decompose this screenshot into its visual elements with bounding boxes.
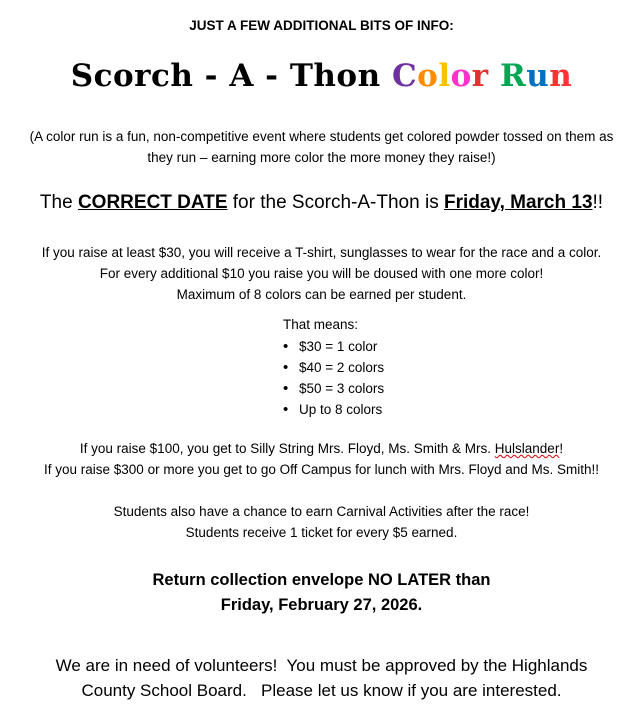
prize-line-300: If you raise $300 or more you get to go Off Campus for lunch with Mrs. Floyd and Ms. Smith!! xyxy=(44,462,599,477)
event-title xyxy=(0,58,643,94)
list-item: • $40 = 2 colors xyxy=(299,357,433,378)
date-emphasis-label: CORRECT DATE xyxy=(77,192,228,213)
date-pre: The xyxy=(39,192,78,213)
color-run-letter: R xyxy=(499,58,527,94)
deadline-notice xyxy=(0,568,643,618)
volunteers-notice xyxy=(0,653,643,703)
prizes-paragraph xyxy=(0,438,643,480)
title-main: Scorch - A - Thon xyxy=(70,58,392,94)
prize-text: If you raise $100, you get to Silly String Mrs. Floyd, Ms. Smith & Mrs. xyxy=(79,441,495,456)
color-tier-list xyxy=(283,336,433,420)
that-means-list xyxy=(283,317,433,420)
volunteers-line: We are in need of volunteers! You must be approved by the Highlands xyxy=(55,656,588,675)
color-run-letter: C xyxy=(391,58,418,94)
list-item: • $50 = 3 colors xyxy=(299,378,433,399)
list-item: • $30 = 1 color xyxy=(299,336,433,357)
deadline-line: Return collection envelope NO LATER than xyxy=(152,571,491,589)
color-run-letter: o xyxy=(450,58,472,94)
header-heading: JUST A FEW ADDITIONAL BITS OF INFO: xyxy=(189,18,454,33)
color-run-letter: u xyxy=(526,58,550,94)
carnival-paragraph xyxy=(0,501,643,543)
date-mid: for the Scorch-A-Thon is xyxy=(227,192,444,213)
list-item: • Up to 8 colors xyxy=(299,399,433,420)
color-run-letter: l xyxy=(438,58,451,94)
carnival-line: Students also have a chance to earn Carnival Activities after the race! xyxy=(113,504,530,519)
prize-text-end: ! xyxy=(559,441,564,456)
intro-paragraph: (A color run is a fun, non-competitive event where students get colored powder tossed on them as they run – earning more color the more money they raise!) xyxy=(29,129,614,165)
color-run-letter: o xyxy=(417,58,439,94)
event-date: Friday, March 13 xyxy=(443,192,593,213)
deadline-date: Friday, February 27, 2026. xyxy=(220,596,423,614)
prize-line-100 xyxy=(0,438,643,459)
that-means-label: That means: xyxy=(283,317,359,332)
color-run-letter xyxy=(489,58,500,94)
color-run-letter: n xyxy=(549,58,573,94)
title-color-run xyxy=(392,58,572,94)
carnival-line: Students receive 1 ticket for every $5 earned. xyxy=(185,525,458,540)
misspelled-name: Hulslander xyxy=(494,441,560,456)
date-post: !! xyxy=(592,192,604,213)
volunteers-line: County School Board. Please let us know if you are interested. xyxy=(81,681,562,700)
rule-line: For every additional $10 you raise you will be doused with one more color! xyxy=(99,266,544,281)
rule-line: If you raise at least $30, you will receive a T-shirt, sunglasses to wear for the race and a color. xyxy=(41,245,602,260)
rule-line: Maximum of 8 colors can be earned per student. xyxy=(176,287,467,302)
rules-paragraph xyxy=(0,242,643,305)
color-run-letter: r xyxy=(471,58,489,94)
correct-date-line xyxy=(0,192,643,214)
